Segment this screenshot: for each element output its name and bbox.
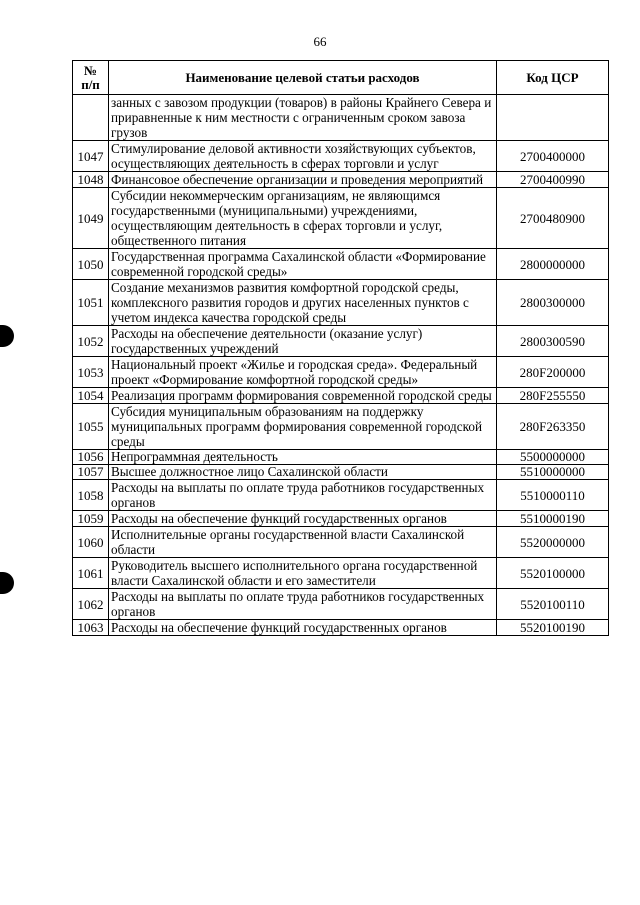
binder-hole-icon <box>0 572 14 594</box>
table-row <box>73 188 609 249</box>
table-row <box>73 558 609 589</box>
table-row <box>73 404 609 450</box>
row-code: 2800300590 <box>497 326 609 357</box>
row-code: 2800300000 <box>497 280 609 326</box>
row-code: 5520100000 <box>497 558 609 589</box>
table-row <box>73 388 609 404</box>
row-code: 2700480900 <box>497 188 609 249</box>
row-name: Национальный проект «Жилье и городская среда». Федеральный проект «Формирование комфортной городской среды» <box>109 357 497 388</box>
table-row <box>73 172 609 188</box>
row-number: 1047 <box>73 141 109 172</box>
table-row <box>73 141 609 172</box>
row-code: 2700400000 <box>497 141 609 172</box>
row-code: 5520100110 <box>497 589 609 620</box>
table-row <box>73 620 609 636</box>
row-code: 280F200000 <box>497 357 609 388</box>
row-code: 2800000000 <box>497 249 609 280</box>
row-code: 280F255550 <box>497 388 609 404</box>
table-row <box>73 465 609 480</box>
table-row <box>73 357 609 388</box>
row-number: 1056 <box>73 450 109 465</box>
column-header-code: Код ЦСР <box>497 61 609 95</box>
row-number: 1058 <box>73 480 109 511</box>
row-number: 1051 <box>73 280 109 326</box>
row-name: Расходы на обеспечение деятельности (оказание услуг) государственных учреждений <box>109 326 497 357</box>
row-code: 5510000190 <box>497 511 609 527</box>
row-name: Субсидия муниципальным образованиям на поддержку муниципальных программ формирования современной городской среды <box>109 404 497 450</box>
row-code: 5520000000 <box>497 527 609 558</box>
row-number: 1059 <box>73 511 109 527</box>
row-number: 1049 <box>73 188 109 249</box>
table-row <box>73 527 609 558</box>
row-code: 5500000000 <box>497 450 609 465</box>
row-name: Стимулирование деловой активности хозяйствующих субъектов, осуществляющих деятельность в сферах торговли и услуг <box>109 141 497 172</box>
row-code <box>497 95 609 141</box>
row-number: 1060 <box>73 527 109 558</box>
row-number: 1055 <box>73 404 109 450</box>
row-name: Расходы на выплаты по оплате труда работников государственных органов <box>109 480 497 511</box>
table-row <box>73 511 609 527</box>
row-name: Руководитель высшего исполнительного органа государственной власти Сахалинской области и его заместители <box>109 558 497 589</box>
row-name: Высшее должностное лицо Сахалинской области <box>109 465 497 480</box>
expense-items-table <box>72 60 609 636</box>
row-code: 2700400990 <box>497 172 609 188</box>
page-number: 66 <box>313 34 327 49</box>
table-row <box>73 480 609 511</box>
row-code: 5510000000 <box>497 465 609 480</box>
row-name: Расходы на выплаты по оплате труда работников государственных органов <box>109 589 497 620</box>
row-number: 1052 <box>73 326 109 357</box>
row-name: Непрограммная деятельность <box>109 450 497 465</box>
row-name: занных с завозом продукции (товаров) в районы Крайнего Севера и приравненные к ним местности с ограниченным сроком завоза грузов <box>109 95 497 141</box>
row-name: Расходы на обеспечение функций государственных органов <box>109 620 497 636</box>
table-row <box>73 280 609 326</box>
row-code: 5510000110 <box>497 480 609 511</box>
row-number <box>73 95 109 141</box>
column-header-name: Наименование целевой статьи расходов <box>109 61 497 95</box>
row-number: 1050 <box>73 249 109 280</box>
row-number: 1062 <box>73 589 109 620</box>
row-code: 5520100190 <box>497 620 609 636</box>
row-name: Расходы на обеспечение функций государственных органов <box>109 511 497 527</box>
table-header-row <box>73 61 609 95</box>
row-number: 1063 <box>73 620 109 636</box>
row-name: Создание механизмов развития комфортной городской среды, комплексного развития городов и других населенных пунктов с учетом индекса качества городской среды <box>109 280 497 326</box>
row-number: 1061 <box>73 558 109 589</box>
table-row <box>73 589 609 620</box>
row-number: 1053 <box>73 357 109 388</box>
row-number: 1057 <box>73 465 109 480</box>
row-number: 1054 <box>73 388 109 404</box>
row-name: Государственная программа Сахалинской области «Формирование современной городской среды» <box>109 249 497 280</box>
row-code: 280F263350 <box>497 404 609 450</box>
row-name: Финансовое обеспечение организации и проведения мероприятий <box>109 172 497 188</box>
row-name: Исполнительные органы государственной власти Сахалинской области <box>109 527 497 558</box>
binder-hole-icon <box>0 325 14 347</box>
table-row <box>73 95 609 141</box>
column-header-num: № п/п <box>73 61 109 95</box>
row-number: 1048 <box>73 172 109 188</box>
row-name: Субсидии некоммерческим организациям, не являющимся государственными (муниципальными) учреждениями, осуществляющим деятельность в сферах торговли и услуг, общественного питания <box>109 188 497 249</box>
row-name: Реализация программ формирования современной городской среды <box>109 388 497 404</box>
table-row <box>73 450 609 465</box>
table-row <box>73 249 609 280</box>
table-row <box>73 326 609 357</box>
